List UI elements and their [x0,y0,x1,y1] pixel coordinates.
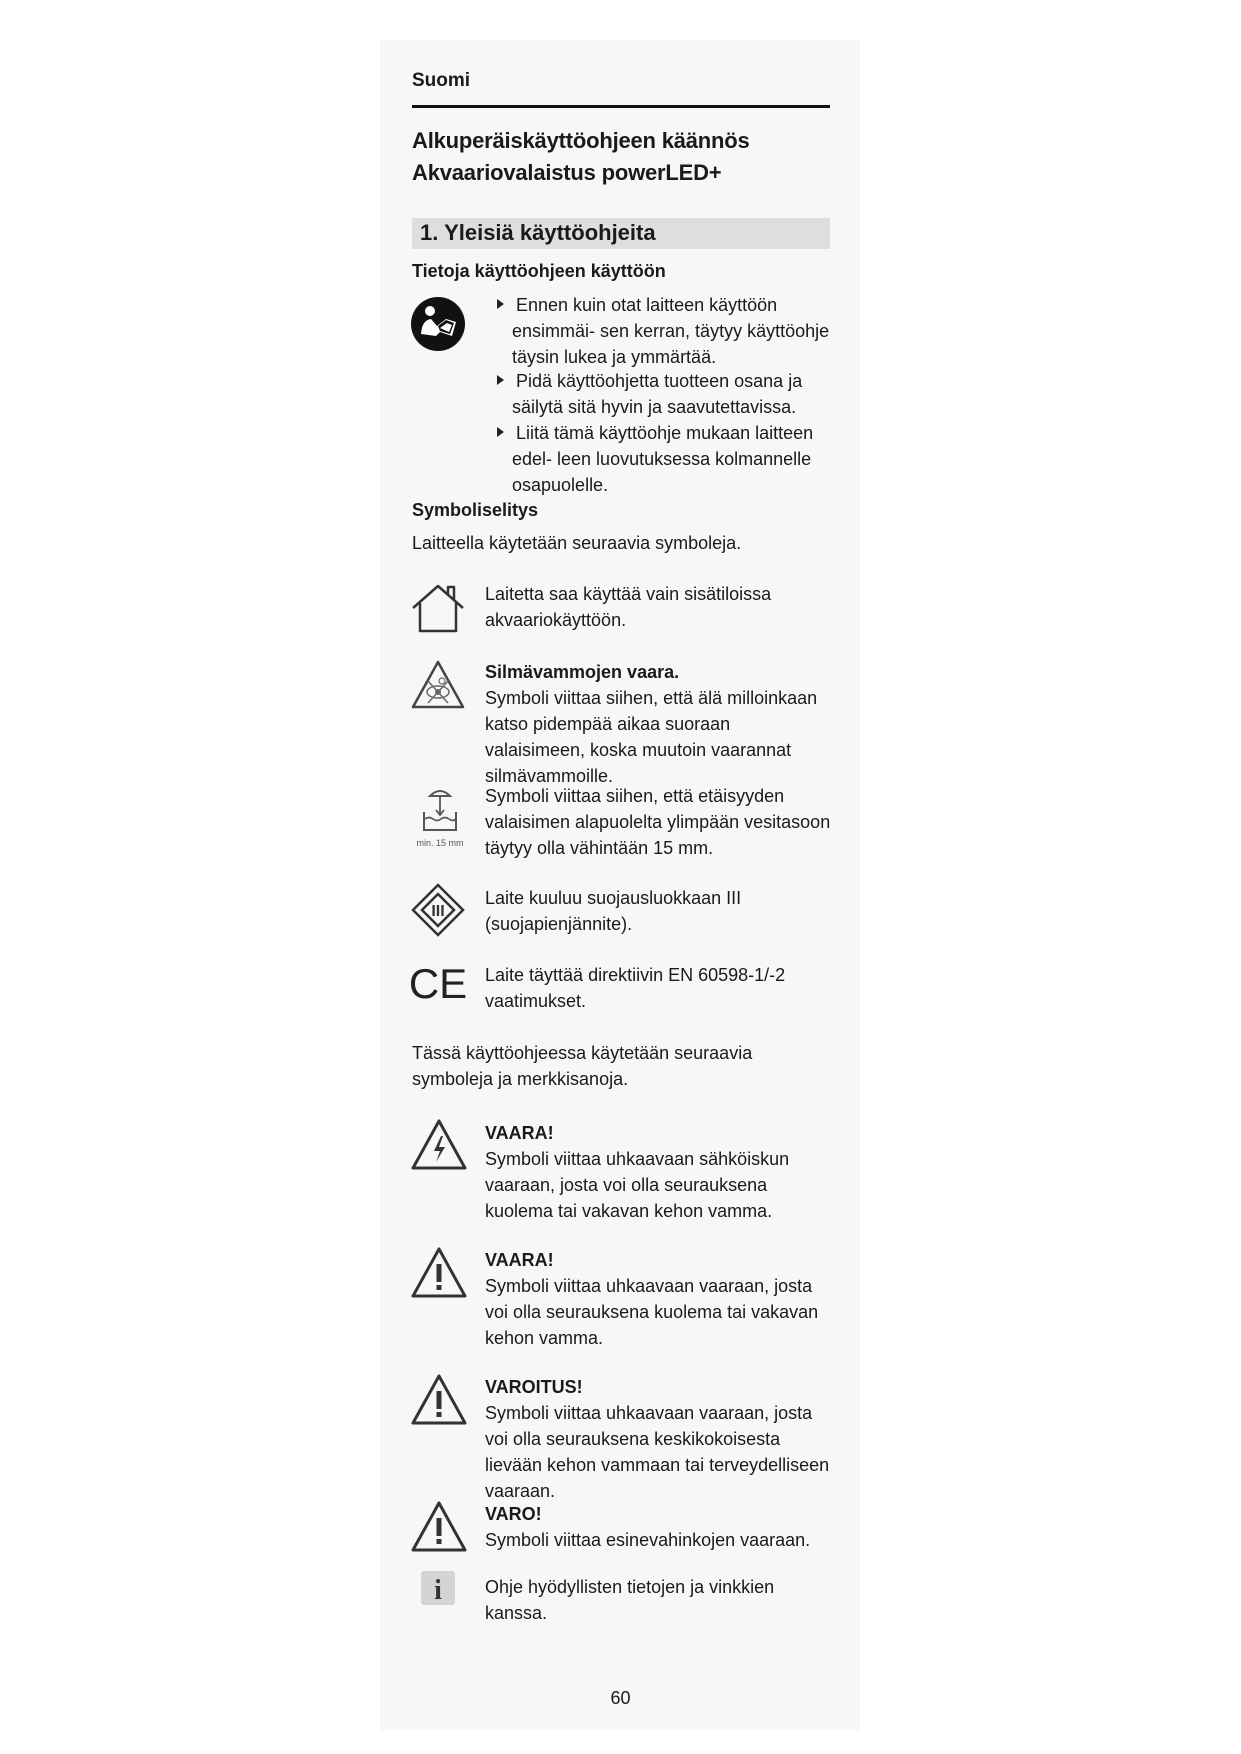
read-manual-icon [410,296,466,352]
indoor-use-text: Laitetta saa käyttää vain sisätiloissa akvaariokäyttöön. [485,584,772,630]
info-icon [420,1570,456,1606]
eye-hazard-icon [410,659,466,711]
warning-icon [410,1373,468,1427]
header-rule [412,105,830,108]
eye-hazard-text: Symboli viittaa siihen, että älä milloinkaan katso pidempää aikaa suoraan valaisimeen, koska muutoin vaarannat silmävammoille. [485,688,818,786]
eye-hazard-title: Silmävammojen vaara. [485,662,680,682]
danger-electric-text: Symboli viittaa uhkaavaan sähköiskun vaaraan, josta voi olla seurauksena kuolema tai vakavan kehon vamma. [485,1149,790,1221]
section-title: 1. Yleisiä käyttöohjeita [420,220,656,245]
ce-text: Laite täyttää direktiivin EN 60598-1/-2 vaatimukset. [485,965,786,1011]
danger-block [485,1247,835,1351]
min-distance-icon [412,786,468,850]
caution-title: VARO! [485,1504,542,1524]
info-text: Ohje hyödyllisten tietojen ja vinkkien kanssa. [485,1577,775,1623]
symbols-intro: Laitteella käytetään seuraavia symboleja. [412,533,742,553]
page-number: 60 [610,1688,631,1708]
caution-icon [410,1500,468,1554]
electric-shock-warning-icon [410,1118,468,1172]
protection-class-iii-icon [410,882,466,938]
info-mark: i [434,1575,442,1606]
house-icon [410,583,466,635]
caution-block [485,1501,835,1553]
document-title: Alkuperäiskäyttöohjeen käännös [412,128,750,153]
distance-text: Symboli viittaa siihen, että etäisyyden valaisimen alapuolelta ylimpään vesitasoon täytyy olla vähintään 15 mm. [485,786,831,858]
bullet-marker-icon [497,375,504,385]
ce-mark-icon [408,960,468,1004]
ce-mark-text: CE [408,960,468,1004]
eye-hazard-block [485,659,835,789]
warning-block [485,1374,835,1504]
danger-text: Symboli viittaa uhkaavaan vaaraan, josta voi olla seurauksena kuolema tai vakavan kehon vamma. [485,1276,819,1348]
language-label: Suomi [412,70,471,91]
bullet-marker-icon [497,299,504,309]
warning-title: VAROITUS! [485,1377,583,1397]
danger-warning-icon [410,1246,468,1300]
usage-bullet-2: Pidä käyttöohjetta tuotteen osana ja säilytä sitä hyvin ja saavutettavissa. [497,368,852,420]
product-title: Akvaariovalaistus powerLED+ [412,160,722,185]
symbols-heading: Symboliselitys [412,500,539,520]
danger-electric-block [485,1120,835,1224]
class-iii-mark: III [431,903,445,920]
bullet-marker-icon [497,427,504,437]
protection-class-text: Laite kuuluu suojausluokkaan III (suojapienjännite). [485,888,742,934]
warning-text: Symboli viittaa uhkaavaan vaaraan, josta voi olla seurauksena keskikokoisesta lievään kehon vammaan tai terveydelliseen vaaraan. [485,1403,830,1501]
usage-bullet-3: Liitä tämä käyttöohje mukaan laitteen edel- leen luovutuksessa kolmannelle osapuolelle. [497,420,852,498]
usage-heading: Tietoja käyttöohjeen käyttöön [412,261,666,281]
danger-title: VAARA! [485,1250,554,1270]
manual-symbols-intro: Tässä käyttöohjeessa käytetään seuraavia symboleja ja merkkisanoja. [412,1043,753,1089]
danger-electric-title: VAARA! [485,1123,554,1143]
usage-bullet-1: Ennen kuin otat laitteen käyttöön ensimmäi- sen kerran, täytyy käyttöohje täysin lukea ja ymmärtää. [497,292,852,370]
caution-text: Symboli viittaa esinevahinkojen vaaraan. [485,1530,811,1550]
min-distance-label: min. 15 mm [416,838,464,848]
